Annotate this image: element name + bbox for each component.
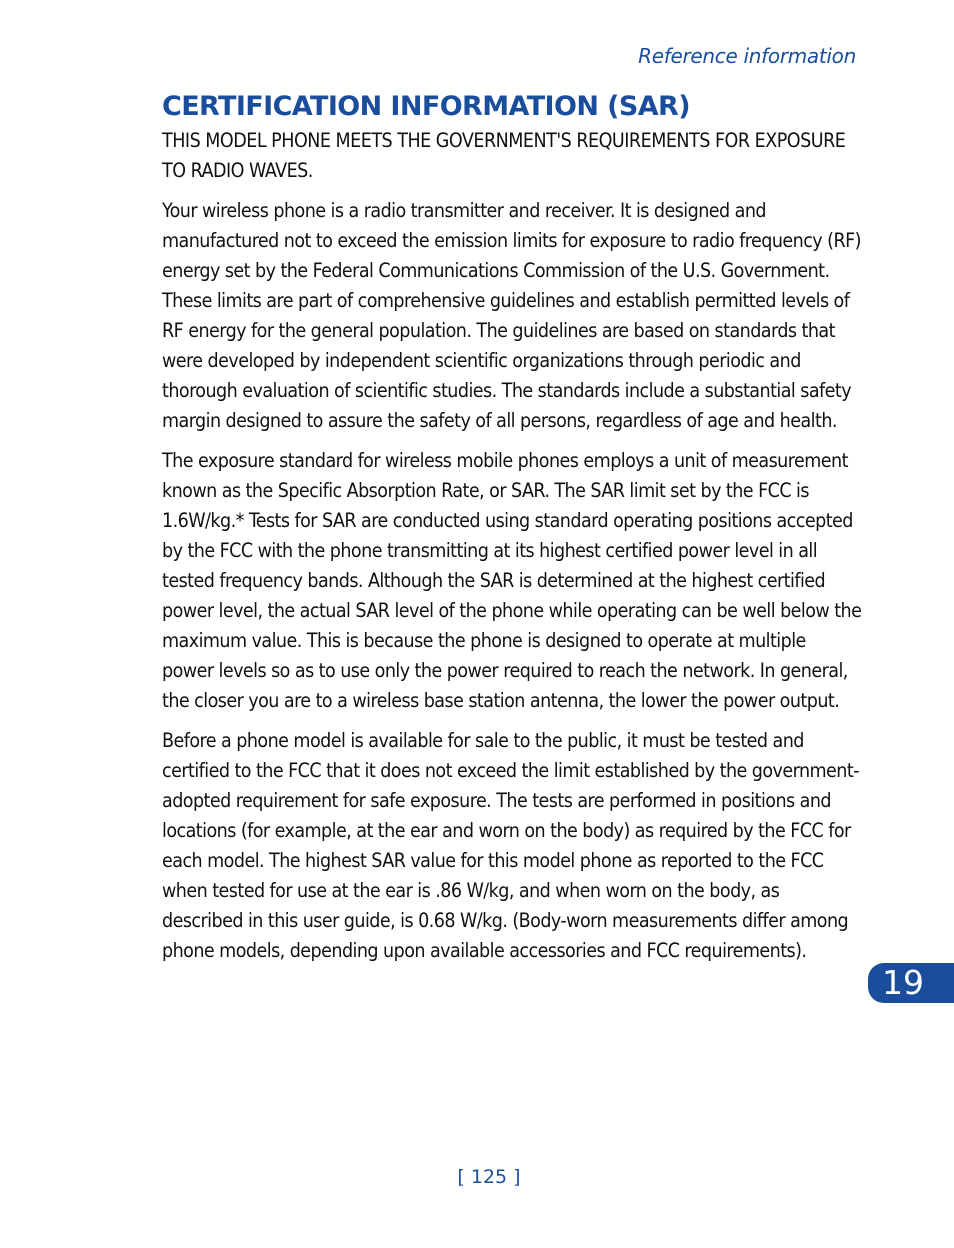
chapter-number: 19 [882, 963, 924, 1002]
paragraph-1: Your wireless phone is a radio transmitter and receiver. It is designed and manufactured not to exceed the emission limits for exposure to radio frequency (RF) energy set by the Federal Communications Commission of the U.S. Government. These limits are part of comprehensive guidelines and establish permitted levels of RF energy for the general population. The guidelines are based on standards that were developed by independent scientific organizations through periodic and thorough evaluation of scientific studies. The standards include a substantial safety margin designed to assure the safety of all persons, regardless of age and health. [162, 199, 861, 432]
chapter-tab [868, 963, 954, 1003]
paragraph-2: The exposure standard for wireless mobile phones employs a unit of measurement known as the Specific Absorption Rate, or SAR. The SAR limit set by the FCC is 1.6W/kg.* Tests for SAR are conducted using standard operating positions accepted by the FCC with the phone transmitting at its highest certified power level in all tested frequency bands. Although the SAR is determined at the highest certified power level, the actual SAR level of the phone while operating can be well below the maximum value. This is because the phone is designed to operate at multiple power levels so as to use only the power required to reach the network. In general, the closer you are to a wireless base station antenna, the lower the power output. [162, 449, 862, 712]
section-subtitle: THIS MODEL PHONE MEETS THE GOVERNMENT'S REQUIREMENTS FOR EXPOSURE TO RADIO WAVES. [162, 129, 846, 182]
section-title: CERTIFICATION INFORMATION (SAR) [162, 91, 690, 122]
page-number: [ 125 ] [457, 1166, 521, 1188]
paragraph-3: Before a phone model is available for sale to the public, it must be tested and certified to the FCC that it does not exceed the limit established by the government-adopted requirement for safe exposure. The tests are performed in positions and locations (for example, at the ear and worn on the body) as required by the FCC for each model. The highest SAR value for this model phone as reported to the FCC when tested for use at the ear is .86 W/kg, and when worn on the body, as described in this user guide, is 0.68 W/kg. (Body-worn measurements differ among phone models, depending upon available accessories and FCC requirements). [162, 729, 859, 962]
page-content [162, 88, 862, 976]
running-header: Reference information [638, 44, 856, 68]
